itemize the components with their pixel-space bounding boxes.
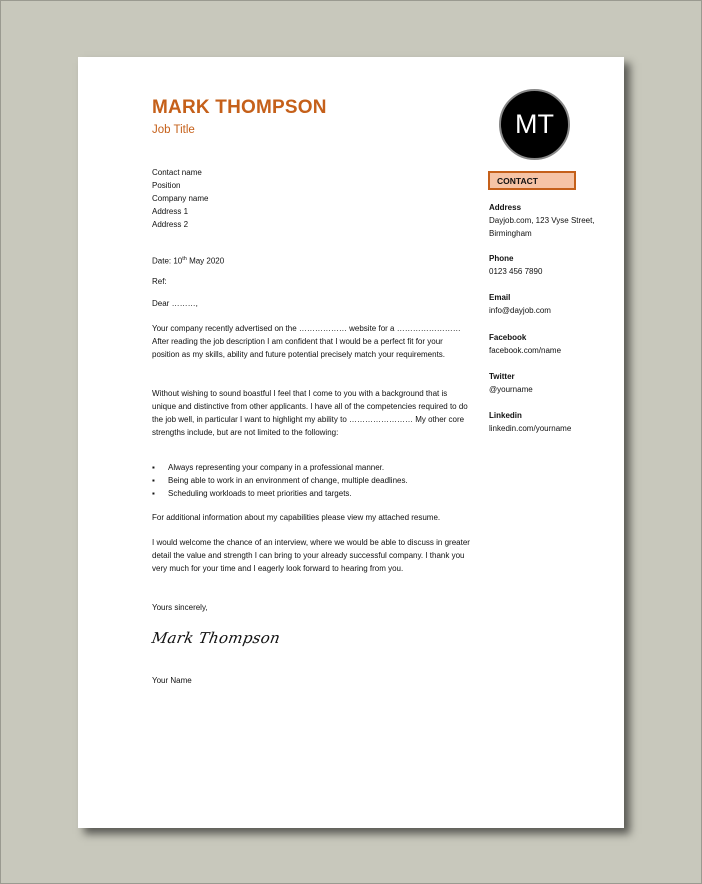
list-item: ▪ Being able to work in an environment of change, multiple deadlines. (152, 475, 470, 488)
twitter-value: @yourname (489, 384, 533, 394)
email-value: info@dayjob.com (489, 305, 551, 315)
date-suffix: May 2020 (186, 256, 225, 266)
linkedin-label: Linkedin (489, 411, 522, 420)
letter-ref: Ref: (152, 277, 167, 286)
recipient-address-1: Address 1 (152, 206, 189, 216)
document-page (78, 57, 624, 828)
address-label: Address (489, 203, 522, 212)
contact-linkedin (489, 410, 609, 436)
recipient-position: Position (152, 180, 181, 190)
paragraph-1: Your company recently advertised on the ……………… website for a …………………… After reading the job description I am confident that I would be a perfect fit for your position as my skills, ability and future potential precisely match your requirements. (152, 324, 461, 359)
contact-heading: CONTACT (488, 171, 576, 190)
address-value: Dayjob.com, 123 Vyse Street, Birmingham (489, 215, 595, 238)
date-prefix: Date: 10 (152, 256, 183, 266)
date-superscript: th (182, 256, 187, 262)
paragraph-2: Without wishing to sound boastful I feel that I come to you with a background that is unique and distinctive from other applicants. I have all of the competencies required to do the job well, in particular I want to highlight my ability to …………………… My other core strengths include, but are not limited to the following: (152, 389, 468, 437)
list-item: ▪ Scheduling workloads to meet priorities and targets. (152, 488, 470, 501)
strengths-list (152, 462, 470, 501)
letter-date (152, 253, 470, 269)
list-item: ▪ Always representing your company in a professional manner. (152, 462, 470, 475)
letter-closing: Yours sincerely, (152, 603, 208, 612)
phone-value: 0123 456 7890 (489, 266, 543, 276)
recipient-address-2: Address 2 (152, 219, 189, 229)
phone-label: Phone (489, 254, 514, 263)
recipient-address (152, 167, 470, 232)
avatar: MT (499, 89, 570, 160)
letter-greeting: Dear ………, (152, 299, 198, 308)
job-title: Job Title (152, 124, 195, 136)
paragraph-4: I would welcome the chance of an interview, where we would be able to discuss in greater detail the value and strength I can bring to your already successful company. I thank you very much for your time and I eagerly look forward to hearing from you. (152, 538, 470, 573)
contact-facebook (489, 332, 609, 358)
applicant-name: MARK THOMPSON (152, 97, 327, 118)
recipient-company: Company name (152, 193, 209, 203)
contact-phone (489, 253, 609, 279)
facebook-label: Facebook (489, 333, 527, 342)
paragraph-3: For additional information about my capabilities please view my attached resume. (152, 513, 441, 522)
linkedin-value: linkedin.com/yourname (489, 423, 572, 433)
contact-twitter (489, 371, 609, 397)
contact-email (489, 292, 609, 318)
facebook-value: facebook.com/name (489, 345, 562, 355)
signoff-name: Your Name (152, 676, 192, 685)
recipient-contact-name: Contact name (152, 168, 202, 177)
signature: Mark Thompson (150, 629, 282, 647)
email-label: Email (489, 293, 511, 302)
contact-address (489, 202, 609, 241)
twitter-label: Twitter (489, 372, 515, 381)
